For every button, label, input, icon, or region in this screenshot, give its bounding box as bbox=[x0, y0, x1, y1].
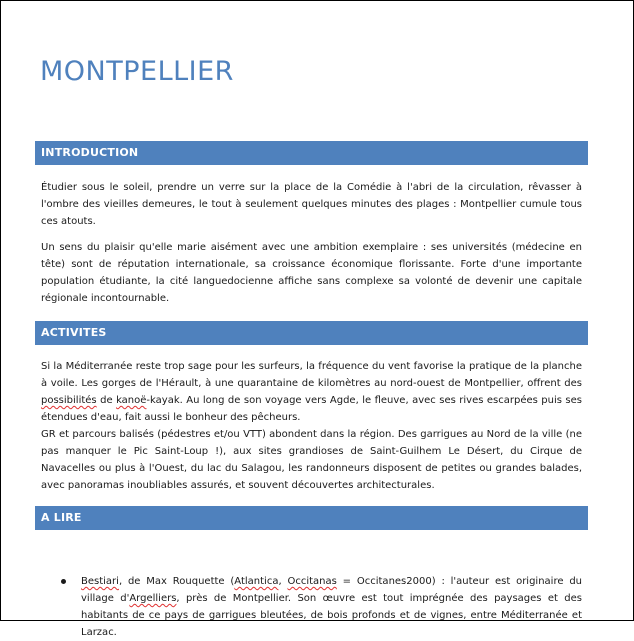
activites-paragraph-2: GR et parcours balisés (pédestres et/ou VTT) abondent dans la région. Des garrigues au Nord de la ville (ne pas manquer le Pic Saint-Loup !), aux sites grandioses de Saint-Guilhem Le Désert, du Cirque de Navacelles ou plus à l'Ouest, du lac du Salagou, les randonneurs disposent de petites ou grandes balades, avec panoramas inoubliables assurés, et souvent découvertes architecturales. bbox=[41, 429, 582, 491]
list-text-segment: , bbox=[278, 576, 288, 587]
list-item bbox=[41, 573, 582, 641]
spelling-flagged-word: kanoë bbox=[116, 395, 147, 406]
intro-paragraph-2: Un sens du plaisir qu'elle marie aisément avec une ambition exemplaire : ses universités (médecine en tête) sont de réputation internationale, sa croissance économique florissante. Forte d'une importante population étudiante, la cité languedocienne affiche sans complexe sa volonté de devenir une capitale régionale incontournable. bbox=[41, 242, 582, 304]
list-text-segment: , de Max Rouquette ( bbox=[118, 576, 235, 587]
reading-list bbox=[41, 573, 582, 641]
activites-text-segment: Si la Méditerranée reste trop sage pour les surfeurs, la fréquence du vent favorise la pratique de la planche à voile. Les gorges de l'Hérault, à une quarantaine de kilomètres au nord-ouest de Montpellier, offrent des bbox=[41, 361, 582, 389]
list-text-segment: = Occitanes2000) : l'auteur est originaire du village d' bbox=[81, 576, 583, 604]
document-title: MONTPELLIER bbox=[40, 56, 234, 87]
section-heading-introduction: INTRODUCTION bbox=[35, 141, 588, 165]
spelling-flagged-word: Atlantica bbox=[234, 576, 279, 587]
activites-paragraph-1 bbox=[41, 358, 582, 426]
activites-text-segment: de bbox=[96, 395, 117, 406]
list-text-segment: , près de Montpellier. Son œuvre est tout imprégnée des paysages et des habitants de ce pays de garrigues bleutées, de bois profonds et de vignes, entre Méditerranée et Larzac. bbox=[81, 593, 582, 638]
spelling-flagged-word: Occitanas bbox=[287, 576, 337, 587]
section-heading-a-lire: A LIRE bbox=[35, 506, 588, 530]
spelling-flagged-word: possibilités bbox=[41, 395, 97, 406]
spelling-flagged-word: Bestiari bbox=[81, 576, 119, 587]
spelling-flagged-word: Argelliers bbox=[129, 593, 177, 604]
activites-text-segment: -kayak. Au long de son voyage vers Agde, le fleuve, avec ses rives escarpées puis ses étendues d'eau, fait aussi le bonheur des pêcheurs. bbox=[41, 395, 583, 423]
intro-paragraph-1: Étudier sous le soleil, prendre un verre sur la place de la Comédie à l'abri de la circulation, rêvasser à l'ombre des vieilles demeures, le tout à seulement quelques minutes des plages : Montpellier cumule tous ces atouts. bbox=[41, 182, 582, 227]
bullet-icon bbox=[61, 579, 66, 584]
section-heading-activites: ACTIVITES bbox=[35, 321, 588, 345]
